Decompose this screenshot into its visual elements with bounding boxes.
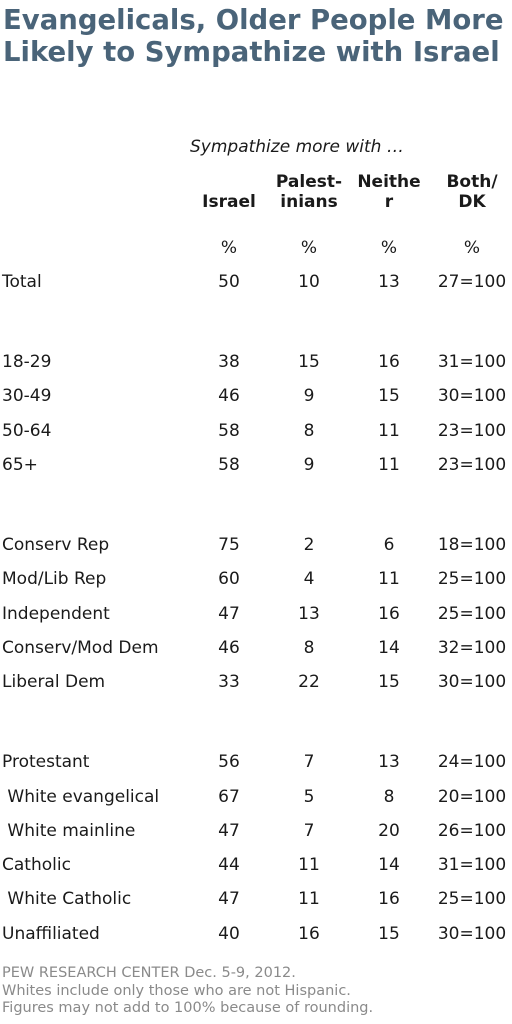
row-label: Protestant	[2, 752, 90, 772]
table-cell: 9	[303, 455, 315, 475]
table-cell: 47	[218, 889, 240, 909]
table-cell: 75	[218, 535, 240, 555]
table-cell: 25=100	[437, 889, 507, 909]
column-header-palestinians	[274, 172, 344, 212]
table-cell: 58	[218, 455, 240, 475]
table-cell: 16	[378, 352, 400, 372]
column-header-both-dk	[432, 172, 512, 212]
table-cell: 16	[378, 604, 400, 624]
table-cell: 18=100	[437, 535, 507, 555]
column-header-line2: inians	[280, 192, 338, 212]
row-label: 30-49	[2, 386, 52, 406]
table-cell: 25=100	[437, 569, 507, 589]
row-label: Liberal Dem	[2, 672, 106, 692]
row-label: Mod/Lib Rep	[2, 569, 107, 589]
table-cell: 25=100	[437, 604, 507, 624]
percent-sign: %	[380, 238, 398, 258]
table-cell: 67	[218, 787, 240, 807]
column-header-line1: Neithe	[357, 172, 421, 192]
table-cell: 23=100	[437, 421, 507, 441]
table-cell: 9	[303, 386, 315, 406]
table-cell: 44	[218, 855, 240, 875]
table-cell: 30=100	[437, 672, 507, 692]
table-subtitle: Sympathize more with …	[190, 137, 404, 157]
table-cell: 11	[378, 569, 400, 589]
column-header-line1: Palest-	[275, 172, 343, 192]
table-cell: 47	[218, 821, 240, 841]
table-cell: 31=100	[437, 855, 507, 875]
percent-sign: %	[463, 238, 481, 258]
table-cell: 27=100	[437, 272, 507, 292]
table-cell: 40	[218, 924, 240, 944]
table-cell: 13	[298, 604, 320, 624]
column-header-line2: DK	[458, 192, 486, 212]
table-cell: 8	[303, 421, 315, 441]
row-label: Unaffiliated	[2, 924, 100, 944]
table-cell: 16	[298, 924, 320, 944]
table-cell: 15	[298, 352, 320, 372]
table-cell: 11	[378, 455, 400, 475]
table-cell: 20	[378, 821, 400, 841]
table-cell: 14	[378, 855, 400, 875]
row-label: White mainline	[2, 821, 136, 841]
table-cell: 10	[298, 272, 320, 292]
table-cell: 56	[218, 752, 240, 772]
table-cell: 58	[218, 421, 240, 441]
table-cell: 33	[218, 672, 240, 692]
table-cell: 60	[218, 569, 240, 589]
table-cell: 7	[303, 821, 315, 841]
row-label: 18-29	[2, 352, 52, 372]
column-header-neither	[354, 172, 424, 212]
row-label: Independent	[2, 604, 110, 624]
table-cell: 15	[378, 924, 400, 944]
table-cell: 2	[303, 535, 315, 555]
column-header-line1: Both/	[446, 172, 498, 192]
table-cell: 20=100	[437, 787, 507, 807]
column-header-line2: r	[384, 192, 394, 212]
row-label: Conserv Rep	[2, 535, 110, 555]
table-cell: 8	[383, 787, 395, 807]
table-cell: 5	[303, 787, 315, 807]
table-cell: 26=100	[437, 821, 507, 841]
table-cell: 15	[378, 672, 400, 692]
table-cell: 46	[218, 386, 240, 406]
table-cell: 47	[218, 604, 240, 624]
table-cell: 46	[218, 638, 240, 658]
table-cell: 30=100	[437, 924, 507, 944]
rounding-note: Figures may not add to 100% because of rounding.	[2, 1000, 374, 1016]
table-cell: 15	[378, 386, 400, 406]
row-label: 50-64	[2, 421, 52, 441]
percent-sign: %	[300, 238, 318, 258]
table-cell: 32=100	[437, 638, 507, 658]
table-cell: 13	[378, 272, 400, 292]
column-header-line1	[194, 172, 264, 192]
table-cell: 50	[218, 272, 240, 292]
table-cell: 16	[378, 889, 400, 909]
table-cell: 8	[303, 638, 315, 658]
column-header-line2: Israel	[202, 192, 256, 212]
column-header-israel	[194, 172, 264, 212]
table-cell: 38	[218, 352, 240, 372]
row-label: Conserv/Mod Dem	[2, 638, 159, 658]
row-label: White Catholic	[2, 889, 132, 909]
table-cell: 13	[378, 752, 400, 772]
percent-sign: %	[220, 238, 238, 258]
table-cell: 22	[298, 672, 320, 692]
table-cell: 6	[383, 535, 395, 555]
table-cell: 31=100	[437, 352, 507, 372]
source-note: PEW RESEARCH CENTER Dec. 5-9, 2012.	[2, 965, 296, 981]
table-cell: 11	[298, 889, 320, 909]
row-label: White evangelical	[2, 787, 160, 807]
table-cell: 11	[378, 421, 400, 441]
row-label: 65+	[2, 455, 38, 475]
table-cell: 24=100	[437, 752, 507, 772]
table-cell: 14	[378, 638, 400, 658]
table-cell: 4	[303, 569, 315, 589]
footnotes	[2, 965, 373, 1018]
whites-note: Whites include only those who are not Hispanic.	[2, 982, 351, 999]
table-cell: 30=100	[437, 386, 507, 406]
chart-title: Evangelicals, Older People More Likely to Sympathize with Israel	[3, 4, 504, 68]
row-label: Catholic	[2, 855, 71, 875]
table-cell: 7	[303, 752, 315, 772]
table-cell: 11	[298, 855, 320, 875]
row-label: Total	[2, 272, 42, 292]
table-cell: 23=100	[437, 455, 507, 475]
